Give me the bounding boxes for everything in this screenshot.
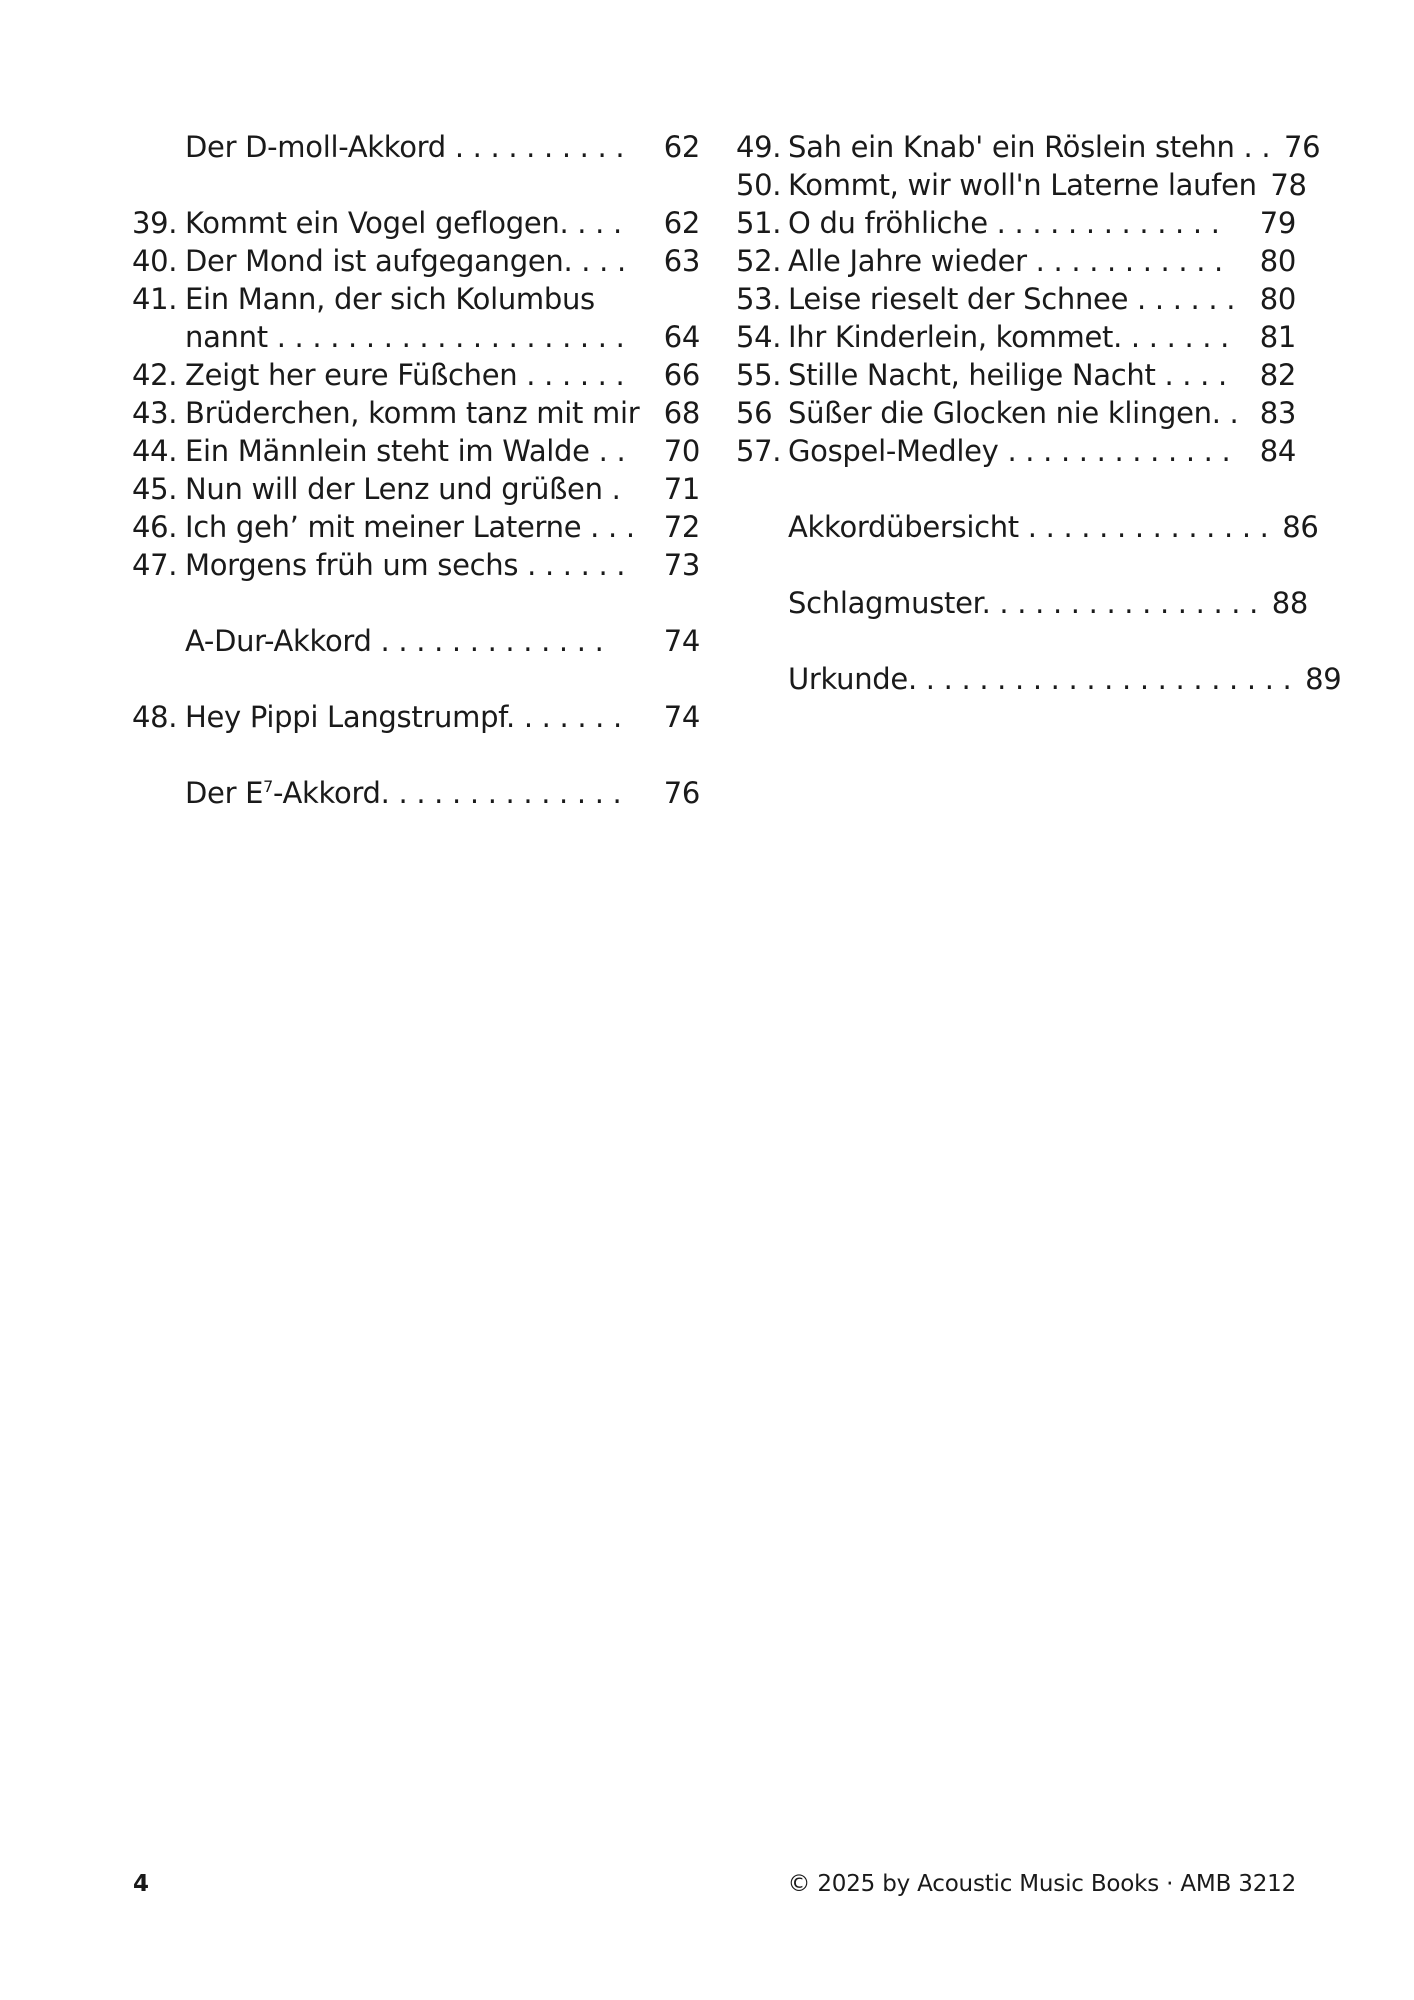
toc-entry-title-text: A-Dur-Akkord	[185, 624, 372, 658]
toc-entry-title	[788, 508, 1269, 546]
toc-entry-title-text: Ein Mann, der sich Kolumbus	[185, 282, 595, 316]
toc-entry-leader-dots: . . . . . . . . . . .	[1026, 244, 1223, 278]
toc-entry-number: 44.	[132, 434, 178, 468]
toc-entry-title	[185, 432, 640, 470]
toc-entry-number: 57.	[736, 434, 782, 468]
toc-entry-number: 47.	[132, 548, 178, 582]
toc-entry-title-text: Sah ein Knab' ein Röslein stehn	[788, 130, 1235, 164]
toc-entry-title-text: Morgens früh um sechs	[185, 548, 519, 582]
toc-entry-leader-dots: . .	[1211, 396, 1239, 430]
toc-entry-leader-dots: . . . . . .	[517, 358, 625, 392]
toc-entry-title	[788, 128, 1270, 166]
toc-entry-page: 88	[1271, 586, 1309, 620]
toc-entry-leader-dots: . .	[589, 434, 626, 468]
toc-entry-title-text: Stille Nacht, heilige Nacht	[788, 358, 1156, 392]
toc-entry-title-text: Der E	[185, 776, 264, 810]
toc-entry-title	[788, 318, 1246, 356]
toc-entry-leader-dots: . . . .	[559, 206, 622, 240]
toc-entry-number: 43.	[132, 396, 178, 430]
toc-right-column	[736, 128, 1342, 698]
toc-entry-number: 40.	[132, 244, 178, 278]
toc-entry-page: 86	[1282, 510, 1319, 544]
toc-entry	[736, 166, 1307, 204]
toc-entry	[736, 242, 1296, 280]
toc-entry-title-text: Leise rieselt der Schnee	[788, 282, 1129, 316]
toc-entry	[736, 204, 1296, 242]
toc-entry-title-text: Süßer die Glocken nie klingen	[788, 396, 1212, 430]
toc-entry-page: 83	[1259, 396, 1296, 430]
toc-entry-title	[185, 698, 640, 736]
toc-entry-number: 42.	[132, 358, 178, 392]
toc-entry	[736, 318, 1296, 356]
toc-entry-leader-dots: . . . . . . . . . . . . .	[371, 624, 604, 658]
toc-entry-title-text: Nun will der Lenz und grüßen	[185, 472, 603, 506]
toc-entry	[736, 660, 1342, 698]
toc-entry-leader-dots: . . . .	[1155, 358, 1227, 392]
toc-entry	[132, 356, 700, 394]
toc-entry	[132, 432, 700, 470]
toc-entry-number: 48.	[132, 700, 178, 734]
toc-entry	[736, 584, 1309, 622]
toc-entry-page: 63	[663, 244, 700, 278]
toc-entry-leader-dots: .	[602, 472, 621, 506]
toc-entry-number: 51.	[736, 206, 782, 240]
toc-entry-title	[185, 128, 640, 166]
toc-entry-leader-dots: . . . . . . . . . . . . .	[987, 206, 1220, 240]
toc-entry-page: 66	[663, 358, 700, 392]
page-number: 4	[133, 1871, 150, 1897]
toc-entry-title	[788, 280, 1246, 318]
toc-entry-number: 50.	[736, 168, 782, 202]
toc-entry-title-text: Ein Männlein steht im Walde	[185, 434, 590, 468]
toc-entry-page: 80	[1259, 282, 1296, 316]
toc-entry	[132, 622, 700, 660]
toc-entry-title-text: Urkunde	[788, 662, 908, 696]
toc-entry-page: 68	[663, 396, 700, 430]
toc-entry	[132, 698, 700, 736]
toc-entry	[132, 204, 700, 242]
toc-entry	[736, 128, 1321, 166]
toc-entry-title-text: Schlagmuster	[788, 586, 982, 620]
toc-entry-page: 62	[663, 130, 700, 164]
toc-entry-page: 84	[1259, 434, 1296, 468]
toc-entry-page: 80	[1259, 244, 1296, 278]
toc-entry-title	[788, 584, 1258, 622]
toc-entry-title	[185, 242, 640, 280]
toc-entry-title	[788, 394, 1246, 432]
toc-entry-number: 56	[736, 396, 773, 430]
toc-entry-title-text: Ich geh’ mit meiner Laterne	[185, 510, 582, 544]
toc-entry-leader-dots: . .	[1234, 130, 1271, 164]
toc-entry	[132, 280, 700, 318]
toc-entry-page: 62	[663, 206, 700, 240]
toc-entry-page: 82	[1259, 358, 1296, 392]
toc-entry	[132, 470, 700, 508]
toc-entry-title	[185, 774, 640, 812]
toc-entry	[132, 242, 700, 280]
toc-entry-leader-dots: . . . . . . . . . . . . . .	[380, 776, 622, 810]
toc-entry-leader-dots: . . . . . .	[1128, 282, 1236, 316]
toc-entry-title	[185, 470, 640, 508]
toc-entry	[132, 546, 700, 584]
toc-entry-number: 55.	[736, 358, 782, 392]
toc-entry-page: 74	[663, 624, 700, 658]
toc-entry-page: 78	[1270, 168, 1307, 202]
toc-entry-title-text: O du fröhliche	[788, 206, 988, 240]
toc-entry-leader-dots: . . . . . . .	[1113, 320, 1230, 354]
toc-entry-number: 39.	[132, 206, 178, 240]
toc-entry-title	[185, 546, 640, 584]
toc-entry	[132, 394, 700, 432]
toc-entry-number: 53.	[736, 282, 782, 316]
toc-entry-title	[788, 242, 1246, 280]
toc-entry-page: 76	[1283, 130, 1321, 164]
toc-entry-page: 71	[663, 472, 700, 506]
toc-entry-title	[788, 432, 1246, 470]
toc-entry-page: 70	[663, 434, 700, 468]
toc-entry-title-text: Akkordübersicht	[788, 510, 1019, 544]
toc-entry	[736, 356, 1296, 394]
toc-entry-leader-dots: . . . . . . . . . . . . . . . . . . . . . .	[907, 662, 1292, 696]
toc-entry	[132, 774, 700, 812]
toc-entry-title	[185, 394, 640, 432]
toc-entry-title	[788, 166, 1257, 204]
toc-entry-title-text: Hey Pippi Langstrumpf	[185, 700, 506, 734]
toc-entry-title-text: Brüderchen, komm tanz mit mir	[185, 396, 640, 430]
toc-entry-page: 81	[1259, 320, 1296, 354]
toc-entry-title	[185, 318, 640, 356]
toc-entry-leader-dots: . . .	[581, 510, 635, 544]
toc-entry-page: 89	[1305, 662, 1342, 696]
copyright-notice: © 2025 by Acoustic Music Books · AMB 3212	[787, 1871, 1296, 1897]
toc-entry-title-text: Kommt ein Vogel geflogen	[185, 206, 560, 240]
toc-entry-title-text: Kommt, wir woll'n Laterne laufen	[788, 168, 1257, 202]
toc-entry-title	[788, 660, 1291, 698]
toc-entry-leader-dots: . . . . . . . . . . . . . .	[1018, 510, 1269, 544]
toc-entry-title-text: Der Mond ist aufgegangen	[185, 244, 564, 278]
toc-entry-page: 79	[1259, 206, 1296, 240]
toc-entry-leader-dots: . . . . . . . . . . . . . . . . . . . .	[267, 320, 625, 354]
toc-entry-number: 41.	[132, 282, 178, 316]
toc-entry-title	[788, 356, 1246, 394]
toc-entry	[736, 432, 1296, 470]
toc-entry-leader-dots: . . . . . .	[518, 548, 626, 582]
toc-entry-number: 46.	[132, 510, 178, 544]
toc-entry-title-text: Zeigt her eure Füßchen	[185, 358, 518, 392]
toc-entry-title	[185, 622, 640, 660]
toc-entry	[132, 508, 700, 546]
toc-entry-title-suffix: -Akkord	[272, 776, 381, 810]
toc-entry-title	[185, 508, 640, 546]
toc-entry-leader-dots: . . . . . . . . . . . . .	[998, 434, 1231, 468]
toc-entry-page: 73	[663, 548, 700, 582]
toc-entry-title-text: nannt	[185, 320, 268, 354]
toc-entry-title	[185, 280, 700, 318]
toc-left-column	[132, 128, 700, 812]
toc-entry-page: 72	[663, 510, 700, 544]
toc-entry-number: 54.	[736, 320, 782, 354]
chord-superscript: 7	[263, 776, 273, 796]
toc-entry-title-text: Alle Jahre wieder	[788, 244, 1027, 278]
toc-entry	[132, 318, 700, 356]
toc-entry-leader-dots: . . . . . . . . . .	[445, 130, 625, 164]
toc-entry	[736, 280, 1296, 318]
toc-entry-number: 45.	[132, 472, 178, 506]
toc-entry-title	[185, 356, 640, 394]
toc-entry	[132, 128, 700, 166]
toc-entry-title-text: Gospel-Medley	[788, 434, 999, 468]
toc-entry	[736, 394, 1296, 432]
toc-entry-page: 64	[663, 320, 700, 354]
toc-entry-title	[185, 204, 640, 242]
toc-entry-page: 74	[663, 700, 700, 734]
toc-entry-leader-dots: . . . . . . .	[505, 700, 622, 734]
toc-entry-title	[788, 204, 1246, 242]
toc-entry-page: 76	[663, 776, 700, 810]
toc-entry-title-text: Der D-moll-Akkord	[185, 130, 446, 164]
toc-entry-leader-dots: . . . . . . . . . . . . . . . .	[981, 586, 1259, 620]
toc-entry-leader-dots: . . . .	[563, 244, 626, 278]
toc-entry-number: 52.	[736, 244, 782, 278]
toc-entry-title-text: Ihr Kinderlein, kommet	[788, 320, 1114, 354]
toc-entry-number: 49.	[736, 130, 782, 164]
toc-entry	[736, 508, 1319, 546]
